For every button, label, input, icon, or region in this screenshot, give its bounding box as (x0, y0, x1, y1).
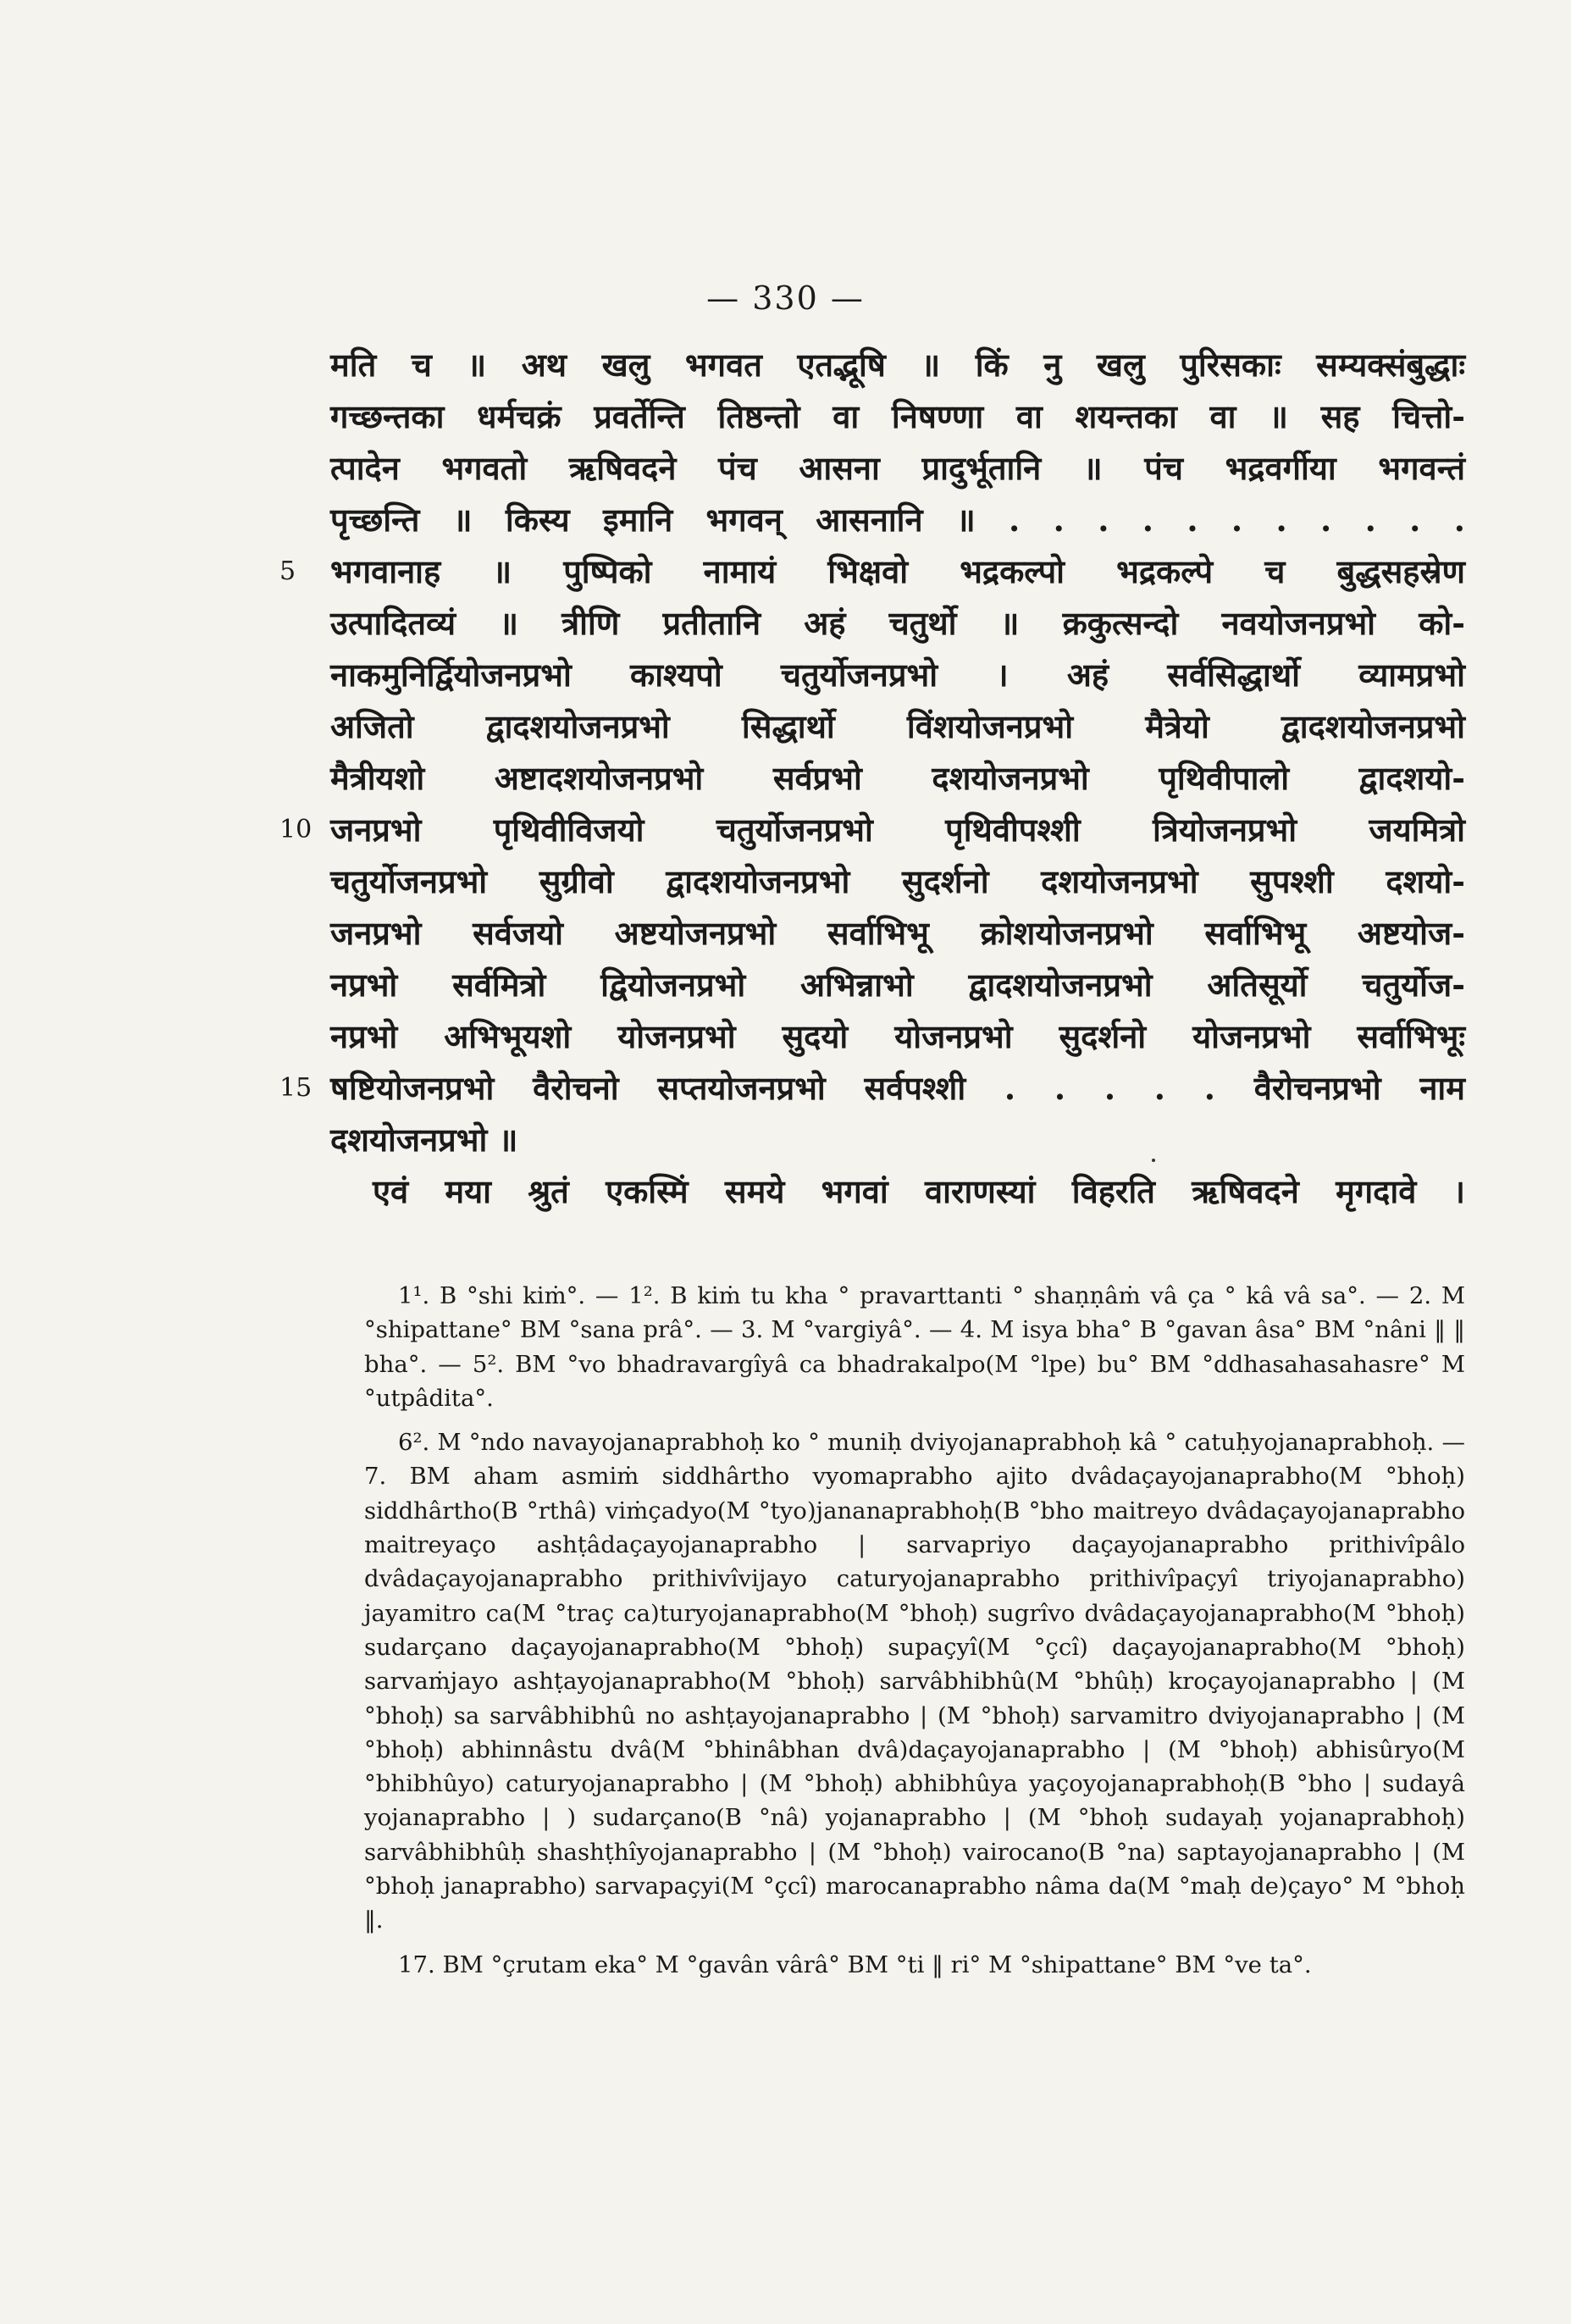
footnotes (364, 1279, 1465, 1992)
line-text: उत्पादितव्यं ॥ त्रीणि प्रतीतानि अहं चतुर्थो ॥ क्रकुत्सन्दो नवयोजनप्रभो को- (330, 604, 1465, 642)
sanskrit-text (279, 339, 1466, 1217)
footnote-paragraph: 17. BM °çrutam eka° M °gavân vârâ° BM °ti ‖ ri° M °shipattane° BM °ve ta°. (398, 1951, 1312, 1978)
text-line (279, 1062, 1465, 1114)
line-text: पृच्छन्ति ॥ किस्य इमानि भगवन् आसनानि ॥ . . . . . . . . . . . (330, 501, 1465, 539)
line-number: 5 (279, 556, 296, 586)
line-text: जनप्रभो सर्वजयो अष्टयोजनप्रभो सर्वाभिभू क्रोशयोजनप्रभो सर्वाभिभू अष्टयोज- (330, 914, 1465, 952)
text-line (330, 1114, 1465, 1165)
text-line (330, 1165, 1465, 1217)
footnote-paragraph: 1¹. B °shi kiṁ°. — 1². B kiṁ tu kha ° pravarttanti ° shaṇṇâṁ vâ ça ° kâ vâ sa°. — 2. M °shipattane° BM °sana prâ°. — 3. M °vargiyâ°. — 4. M isya bha° B °gavan âsa° BM °nâni ‖ ‖ bha°. — 5². BM °vo bhadravargîyâ ca bhadrakalpo(M °lpe) bu° BM °ddhasahasahasre° M °utpâdita°. (364, 1282, 1465, 1412)
line-text: जनप्रभो पृथिवीविजयो चतुर्योजनप्रभो पृथिवीपश्शी त्रियोजनप्रभो जयमित्रो (330, 811, 1465, 849)
line-text: चतुर्योजनप्रभो सुग्रीवो द्वादशयोजनप्रभो सुदर्शनो दशयोजनप्रभो सुपश्शी दशयो- (330, 862, 1465, 900)
text-line (330, 339, 1465, 390)
footnote-paragraph: 6². M °ndo navayojanaprabhoḥ ko ° muniḥ dviyojanaprabhoḥ kâ ° catuḥyojanaprabhoḥ. — 7. BM aham asmiṁ siddhârtho vyomaprabho ajito dvâdaçayojanaprabho(M °bhoḥ) siddhârtho(B °rthâ) viṁçadyo(M °tyo)jananaprabhoḥ(B °bho maitreyo dvâdaçayojanaprabho maitreyaço ashṭâdaçayojanaprabho | sarvapriyo daçayojanaprabho prithivîpâlo dvâdaçayojanaprabho prithivîvijayo caturyojanaprabho prithivîpaçyî triyojanaprabho) jayamitro ca(M °traç ca)turyojanaprabho(M °bhoḥ) sugrîvo dvâdaçayojanaprabho(M °bhoḥ) sudarçano daçayojanaprabho(M °bhoḥ) supaçyî(M °çcî) daçayojanaprabho(M °bhoḥ) sarvaṁjayo ashṭayojanaprabho(M °bhoḥ) sarvâbhibhû(M °bhûḥ) kroçayojanaprabho | (M °bhoḥ) sa sarvâbhibhû no ashṭayojanaprabho | (M °bhoḥ) sarvamitro dviyojanaprabho | (M °bhoḥ) abhinnâstu dvâ(M °bhinâbhan dvâ)daçayojanaprabho | (M °bhoḥ) abhisûryo(M °bhibhûyo) caturyojanaprabho | (M °bhoḥ) abhibhûya yaçoyojanaprabhoḥ(B °bho | sudayâ yojanaprabho | ) sudarçano(B °nâ) yojanaprabho | (M °bhoḥ sudayaḥ yojanaprabhoḥ) sarvâbhibhûḥ shashṭhîyojanaprabho | (M °bhoḥ) vairocano(B °na) saptayojanaprabho | (M °bhoḥ janaprabho) sarvapaçyi(M °çcî) marocanaprabho nâma da(M °maḥ de)çayo° M °bhoḥ ‖. (364, 1429, 1465, 1934)
line-text: एवं मया श्रुतं एकस्मिं समये भगवां वाराणस्यां विहरति ऋषिवदने मृगदावे । (373, 1172, 1465, 1210)
text-line (330, 390, 1465, 442)
line-number: 10 (279, 815, 313, 844)
text-line (330, 907, 1465, 959)
text-line (279, 545, 1466, 597)
text-line (279, 804, 1465, 855)
text-line (330, 597, 1465, 649)
line-text: षष्टियोजनप्रभो वैरोचनो सप्तयोजनप्रभो सर्वपश्शी . . . . . वैरोचनप्रभो नाम (330, 1069, 1465, 1107)
line-text: गच्छन्तका धर्मचक्रं प्रवर्तेन्ति तिष्ठन्तो वा निषण्णा वा शयन्तका वा ॥ सह चित्तो- (330, 397, 1465, 435)
page-number: — 330 — (706, 279, 865, 317)
text-line (330, 1010, 1465, 1062)
line-number: 15 (279, 1073, 313, 1103)
text-line (330, 700, 1465, 752)
line-text: मति च ॥ अथ खलु भगवत एतद्भूषि ॥ किं नु खलु पुरिसकाः सम्यक्संबुद्धाः (330, 346, 1465, 384)
line-text: नप्रभो सर्वमित्रो द्वियोजनप्रभो अभिन्नाभो द्वादशयोजनप्रभो अतिसूर्यो चतुर्योज- (330, 966, 1465, 1004)
text-line (330, 855, 1465, 907)
line-text: दशयोजनप्रभो ॥ (330, 1120, 518, 1159)
text-line (330, 752, 1465, 804)
line-text: मैत्रीयशो अष्टादशयोजनप्रभो सर्वप्रभो दशयोजनप्रभो पृथिवीपालो द्वादशयो- (330, 759, 1465, 797)
line-text: नप्रभो अभिभूयशो योजनप्रभो सुदयो योजनप्रभो सुदर्शनो योजनप्रभो सर्वाभिभूः (330, 1017, 1465, 1055)
text-line (330, 959, 1465, 1010)
line-text: नाकमुनिर्द्वियोजनप्रभो काश्यपो चतुर्योजनप्रभो । अहं सर्वसिद्धार्थो व्यामप्रभो (330, 656, 1465, 694)
text-line (330, 494, 1465, 545)
ink-speck (1152, 1159, 1155, 1162)
line-text: भगवानाह ॥ पुष्पिको नामायं भिक्षवो भद्रकल्पो भद्रकल्पे च बुद्धसहस्रेण (330, 552, 1466, 590)
line-text: त्पादेन भगवतो ऋषिवदने पंच आसना प्रादुर्भूतानि ॥ पंच भद्रवर्गीया भगवन्तं (330, 449, 1465, 487)
line-text: अजितो द्वादशयोजनप्रभो सिद्धार्थो विंशयोजनप्रभो मैत्रेयो द्वादशयोजनप्रभो (330, 707, 1465, 745)
text-line (330, 649, 1465, 700)
text-line (330, 442, 1465, 494)
